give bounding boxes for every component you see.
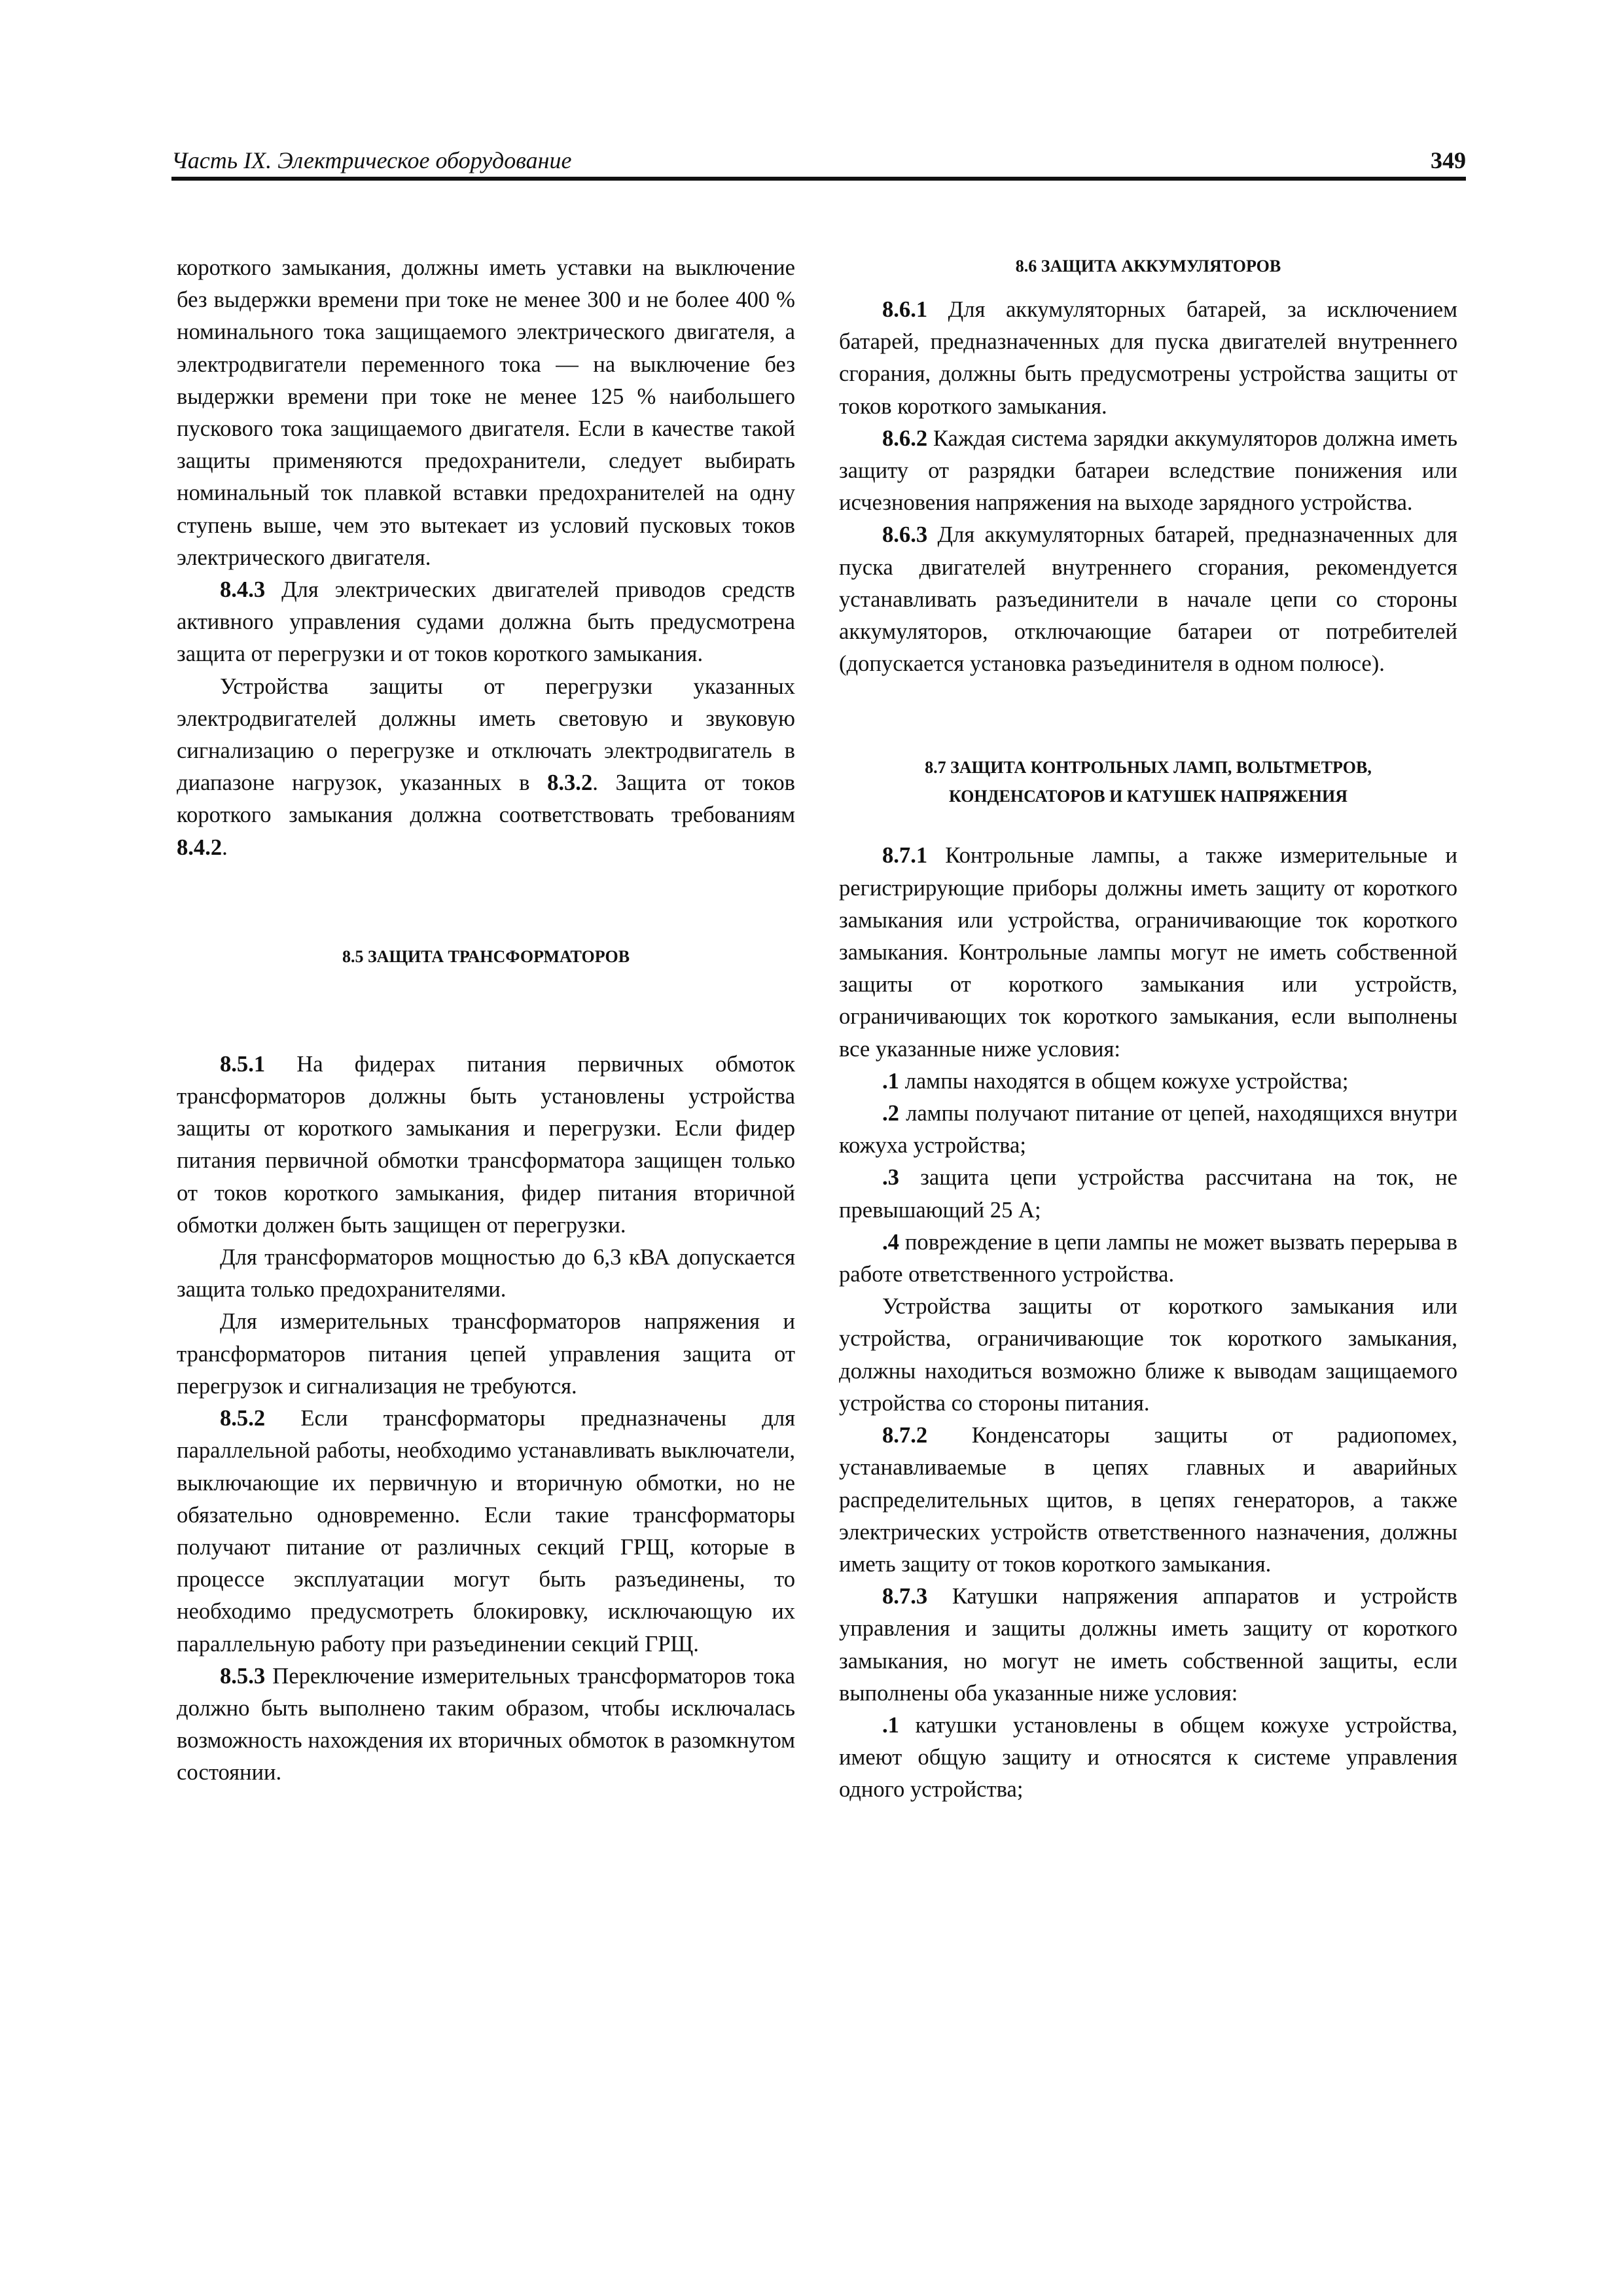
clause-text: Конденсаторы защиты от радиопомех, устанавливаемые в цепях главных и аварийных распределительных щитов, в цепях генераторов, а также электрических устройств ответственного назначения, должны иметь защиту от токов короткого замыкания. xyxy=(839,1423,1457,1577)
clause-number: 8.7.2 xyxy=(882,1423,928,1448)
list-text: лампы находятся в общем кожухе устройства; xyxy=(899,1068,1349,1094)
list-number: .1 xyxy=(882,1068,899,1094)
clause-text: На фидерах питания первичных обмоток трансформаторов должны быть установлены устройства защиты от короткого замыкания и перегрузки. Если фидер питания первичной обмотки трансформатора защищен только от токов короткого замыкания, фидер питания вторичной обмотки должен быть защищен от перегрузки. xyxy=(177,1051,795,1238)
clause-number: 8.5.1 xyxy=(220,1051,266,1077)
list-item xyxy=(839,1066,1457,1098)
list-number: .3 xyxy=(882,1165,899,1191)
page-header xyxy=(171,143,1466,181)
clause-text: Для аккумуляторных батарей, предназначенных для пуска двигателей внутреннего сгорания, рекомендуется устанавливать разъединители в начале цепи со стороны аккумуляторов, отключающие батареи от потребителей (допускается установка разъединителя в одном полюсе). xyxy=(839,522,1457,677)
clause-number: 8.6.1 xyxy=(882,297,928,322)
clause-reference: 8.3.2 xyxy=(547,770,593,796)
paragraph-8-5-2 xyxy=(177,1403,795,1660)
clause-text: Катушки напряжения аппаратов и устройств управления и защиты должны иметь защиту от короткого замыкания, но могут не иметь собственной защиты, если выполнены оба указанные ниже условия: xyxy=(839,1584,1457,1706)
paragraph-8-5-1 xyxy=(177,1049,795,1242)
heading-line: КОНДЕНСАТОРОВ И КАТУШЕК НАПРЯЖЕНИЯ xyxy=(948,787,1348,806)
paragraph-8-6-2 xyxy=(839,423,1457,520)
heading-line: 8.7 ЗАЩИТА КОНТРОЛЬНЫХ ЛАМП, ВОЛЬТМЕТРОВ, xyxy=(925,758,1372,778)
paragraph-8-7-3 xyxy=(839,1581,1457,1710)
clause-text: Каждая система зарядки аккумуляторов должна иметь защиту от разрядки батареи вследствие понижения или исчезновения напряжения на выходе зарядного устройства. xyxy=(839,425,1457,516)
list-number: .4 xyxy=(882,1229,899,1255)
list-number: .1 xyxy=(882,1712,899,1738)
paragraph-8-5-1-b: Для трансформаторов мощностью до 6,3 кВА допускается защита только предохранителями. xyxy=(177,1245,795,1302)
paragraph-8-6-1 xyxy=(839,294,1457,423)
list-text: повреждение в цепи лампы не может вызвать перерыва в работе ответственного устройства. xyxy=(839,1229,1457,1287)
paragraph-8-5-1-c: Для измерительных трансформаторов напряжения и трансформаторов питания цепей управления защита от перегрузок и сигнализация не требуются. xyxy=(177,1309,795,1399)
list-item xyxy=(839,1227,1457,1291)
paragraph-8-5-3 xyxy=(177,1660,795,1789)
paragraph-8-4-3 xyxy=(177,574,795,671)
right-column xyxy=(839,252,1457,1806)
clause-number: 8.5.2 xyxy=(220,1406,266,1431)
text-run: . Защита от токов короткого замыкания должна соответствовать требованиям xyxy=(177,770,795,828)
clause-number: 8.6.3 xyxy=(882,522,928,548)
clause-number: 8.6.2 xyxy=(882,425,928,451)
section-heading-8-5: 8.5 ЗАЩИТА ТРАНСФОРМАТОРОВ xyxy=(342,946,630,966)
clause-text: Для электрических двигателей приводов средств активного управления судами должна быть предусмотрена защита от перегрузки и от токов короткого замыкания. xyxy=(177,577,795,667)
running-title: Часть IX. Электрическое оборудование xyxy=(171,147,572,173)
list-text: лампы получают питание от цепей, находящихся внутри кожуха устройства; xyxy=(839,1101,1457,1158)
list-text: защита цепи устройства рассчитана на ток, не превышающий 25 А; xyxy=(839,1165,1457,1223)
text-run: . xyxy=(222,834,228,860)
section-heading-8-7 xyxy=(839,753,1457,811)
paragraph-8-7-1 xyxy=(839,840,1457,1065)
clause-reference: 8.4.2 xyxy=(177,834,223,860)
clause-number: 8.5.3 xyxy=(220,1663,266,1689)
clause-text: Переключение измерительных трансформаторов тока должно быть выполнено таким образом, чтобы исключалась возможность нахождения их вторичных обмоток в разомкнутом состоянии. xyxy=(177,1663,795,1785)
page-number: 349 xyxy=(1431,147,1466,173)
clause-number: 8.7.3 xyxy=(882,1584,928,1609)
left-column xyxy=(177,252,795,1789)
clause-number: 8.7.1 xyxy=(882,843,928,869)
clause-text: Контрольные лампы, а также измерительные и регистрирующие приборы должны иметь защиту от короткого замыкания или устройства, ограничивающие ток короткого замыкания. Контрольные лампы могут не иметь собственной защиты от короткого замыкания или устройств, ограничивающих ток короткого замыкания, если выполнены все указанные ниже условия: xyxy=(839,843,1457,1062)
text-run: Устройства защиты от перегрузки указанных электродвигателей должны иметь световую и звуковую сигнализацию о перегрузке и отключать электродвигатель в диапазоне нагрузок, указанных в xyxy=(177,673,795,796)
clause-number: 8.4.3 xyxy=(220,577,266,603)
list-number: .2 xyxy=(882,1101,899,1126)
list-text: катушки установлены в общем кожухе устройства, имеют общую защиту и относятся к системе управления одного устройства; xyxy=(839,1712,1457,1803)
list-item xyxy=(839,1162,1457,1226)
paragraph-8-7-2 xyxy=(839,1420,1457,1581)
list-item xyxy=(839,1098,1457,1162)
paragraph-intro: короткого замыкания, должны иметь уставки на выключение без выдержки времени при токе не менее 300 и не более 400 % номинального тока защищаемого электрического двигателя, а электродвигатели переменного тока — на выключение без выдержки времени при токе не менее 125 % наибольшего пускового тока защищаемого двигателя. Если в качестве такой защиты применяются предохранители, следует выбирать номинальный ток плавкой вставки предохранителей на одну ступень выше, чем это вытекает из условий пусковых токов электрического двигателя. xyxy=(177,255,795,570)
list-item xyxy=(839,1710,1457,1806)
paragraph-8-4-3-b xyxy=(177,671,795,864)
paragraph-8-6-3 xyxy=(839,519,1457,680)
clause-text: Для аккумуляторных батарей, за исключением батарей, предназначенных для пуска двигателей внутреннего сгорания, должны быть предусмотрены устройства защиты от токов короткого замыкания. xyxy=(839,297,1457,419)
section-heading-8-6: 8.6 ЗАЩИТА АККУМУЛЯТОРОВ xyxy=(1015,257,1281,276)
clause-text: Если трансформаторы предназначены для параллельной работы, необходимо устанавливать выключатели, выключающие их первичную и вторичную обмотки, но не обязательно одновременно. Если такие трансформаторы получают питание от различных секций ГРЩ, которые в процессе эксплуатации могут быть разъединены, то необходимо предусмотреть блокировку, исключающую их параллельную работу при разъединении секций ГРЩ. xyxy=(177,1406,795,1657)
paragraph-8-7-1-b: Устройства защиты от короткого замыкания или устройства, ограничивающие ток короткого замыкания, должны находиться возможно ближе к выводам защищаемого устройства со стороны питания. xyxy=(839,1294,1457,1416)
